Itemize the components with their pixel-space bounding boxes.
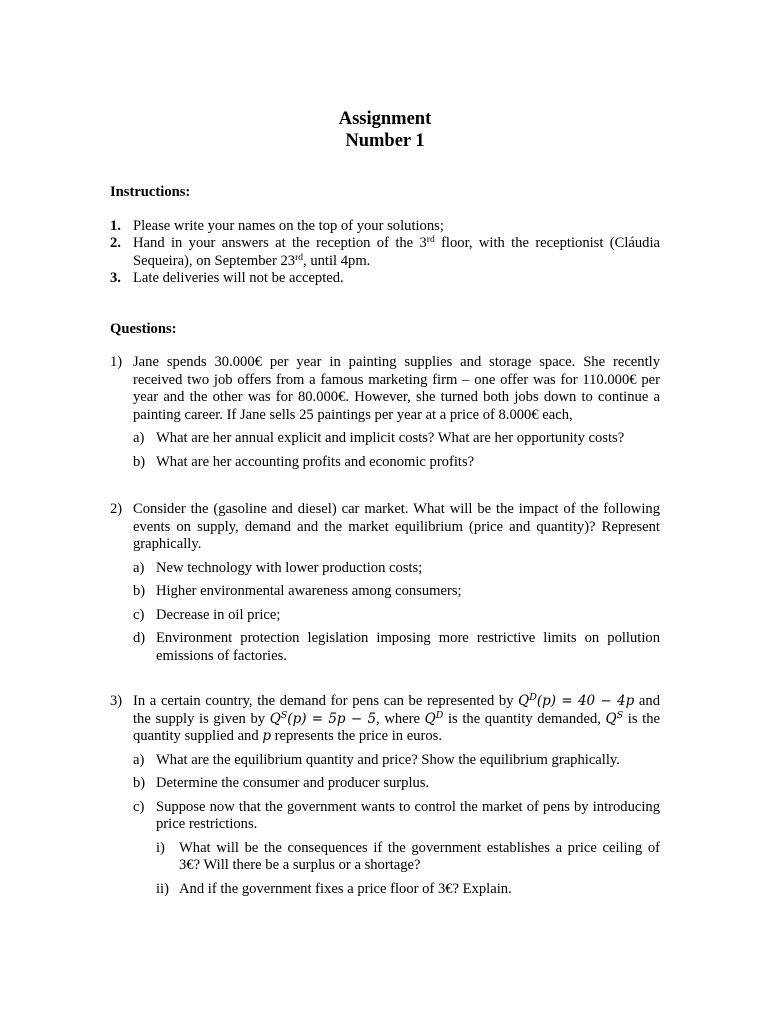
question-3 — [110, 693, 660, 898]
question-number: 3) — [110, 693, 123, 709]
sub-question-text: New technology with lower production costs; — [156, 559, 423, 576]
sub-sub-question — [156, 840, 660, 875]
math-expression: (p) = 40 − 4p — [536, 693, 635, 709]
question-number: 1) — [110, 354, 123, 370]
instruction-text-part: , until 4pm. — [303, 252, 371, 269]
math-qd — [425, 711, 444, 727]
instruction-text: Late deliveries will not be accepted. — [133, 270, 344, 286]
question-2 — [110, 501, 660, 665]
superscript: rd — [295, 252, 304, 263]
sub-question-text: What are her accounting profits and economic profits? — [156, 453, 475, 470]
instruction-item — [110, 270, 660, 288]
question-text-part: is the quantity demanded, — [443, 710, 606, 727]
instructions-list — [110, 218, 660, 288]
math-superscript: D — [435, 709, 444, 721]
math-symbol: Q — [269, 710, 281, 727]
question-stem — [110, 501, 660, 554]
sub-question-number: d) — [133, 630, 146, 646]
instruction-number: 1. — [110, 217, 121, 234]
sub-question-number: b) — [133, 453, 146, 470]
title-line-2: Number 1 — [345, 131, 425, 151]
sub-sub-question-text: And if the government fixes a price floor of 3€? Explain. — [179, 880, 512, 897]
sub-question-number: b) — [133, 775, 146, 791]
math-demand — [518, 693, 634, 709]
superscript: rd — [426, 235, 435, 245]
sub-question — [133, 607, 660, 625]
sub-question-text: Environment protection legislation imposing more restrictive limits on pollution emissions of factories. — [156, 630, 660, 664]
question-stem — [110, 693, 660, 746]
sub-question — [133, 583, 660, 601]
instruction-text: Please write your names on the top of your solutions; — [133, 217, 444, 234]
document-title — [110, 108, 660, 152]
sub-question-number: a) — [133, 559, 145, 576]
math-superscript: S — [280, 709, 288, 721]
math-symbol: Q — [605, 710, 617, 727]
math-expression: (p) = 5p − 5 — [287, 710, 377, 727]
sub-sub-question-number: i) — [156, 839, 165, 856]
math-price: p — [262, 728, 271, 744]
instruction-number: 3. — [110, 270, 121, 286]
sub-question-text: Higher environmental awareness among consumers; — [156, 583, 462, 599]
question-text: Consider the (gasoline and diesel) car market. What will be the impact of the following events on supply, demand and the market equilibrium (price and quantity)? Represent graphically. — [133, 501, 660, 552]
math-superscript: D — [529, 692, 537, 703]
sub-question-number: b) — [133, 583, 146, 599]
sub-question — [133, 799, 660, 834]
sub-question — [133, 560, 660, 578]
math-qs — [606, 711, 624, 727]
math-symbol: Q — [518, 693, 530, 709]
question-text-part: and the supply is given by — [133, 693, 660, 727]
math-superscript: S — [616, 709, 624, 721]
question-text-part: represents the price in euros. — [270, 728, 442, 744]
question-text: Jane spends 30.000€ per year in painting supplies and storage space. She recently received two job offers from a famous marketing firm – one offer was for 110.000€ per year and the other was for 80.000€. However, she turned both jobs down to continue a painting career. If Jane sells 25 paintings per year at a price of 8.000€ each, — [133, 354, 660, 423]
instruction-text — [133, 235, 660, 270]
sub-question-text: Suppose now that the government wants to control the market of pens by introducing price restrictions. — [156, 798, 660, 832]
sub-question-number: a) — [133, 430, 145, 446]
instruction-text-part: Hand in your answers at the reception of the 3 — [133, 235, 427, 251]
math-supply — [270, 711, 376, 727]
instruction-text-part: floor, with the receptionist (Cláudia Sequeira), on September 23 — [133, 235, 660, 269]
sub-question — [133, 752, 660, 770]
question-text-part: , where — [376, 710, 425, 727]
sub-question-text: Decrease in oil price; — [156, 606, 281, 623]
sub-question — [133, 630, 660, 665]
questions-heading: Questions: — [110, 320, 177, 337]
question-text — [133, 693, 660, 746]
question-number: 2) — [110, 501, 123, 517]
instruction-number: 2. — [110, 235, 121, 251]
math-symbol: Q — [424, 710, 436, 727]
sub-question-number: a) — [133, 751, 145, 768]
document-page — [110, 108, 660, 898]
question-text-part: In a certain country, the demand for pens can be represented by — [133, 693, 519, 709]
sub-question — [133, 775, 660, 793]
instruction-item — [110, 218, 660, 236]
sub-sub-question — [156, 881, 660, 899]
question-1 — [110, 354, 660, 471]
sub-question — [133, 430, 660, 448]
sub-sub-question-text: What will be the consequences if the government establishes a price ceiling of 3€? Will there be a surplus or a shortage? — [179, 839, 660, 873]
sub-question-number: c) — [133, 606, 145, 623]
question-text-part: is the quantity supplied and — [133, 710, 660, 744]
sub-question — [133, 454, 660, 472]
instruction-item — [110, 235, 660, 270]
sub-sub-question-number: ii) — [156, 880, 169, 897]
sub-question-number: c) — [133, 798, 145, 815]
title-line-1: Assignment — [338, 109, 432, 129]
sub-question-text: What are the equilibrium quantity and price? Show the equilibrium graphically. — [156, 751, 620, 768]
sub-question-text: Determine the consumer and producer surplus. — [156, 775, 430, 791]
instructions-heading: Instructions: — [110, 184, 191, 200]
question-stem — [110, 354, 660, 424]
sub-question-text: What are her annual explicit and implicit costs? What are her opportunity costs? — [156, 430, 625, 446]
